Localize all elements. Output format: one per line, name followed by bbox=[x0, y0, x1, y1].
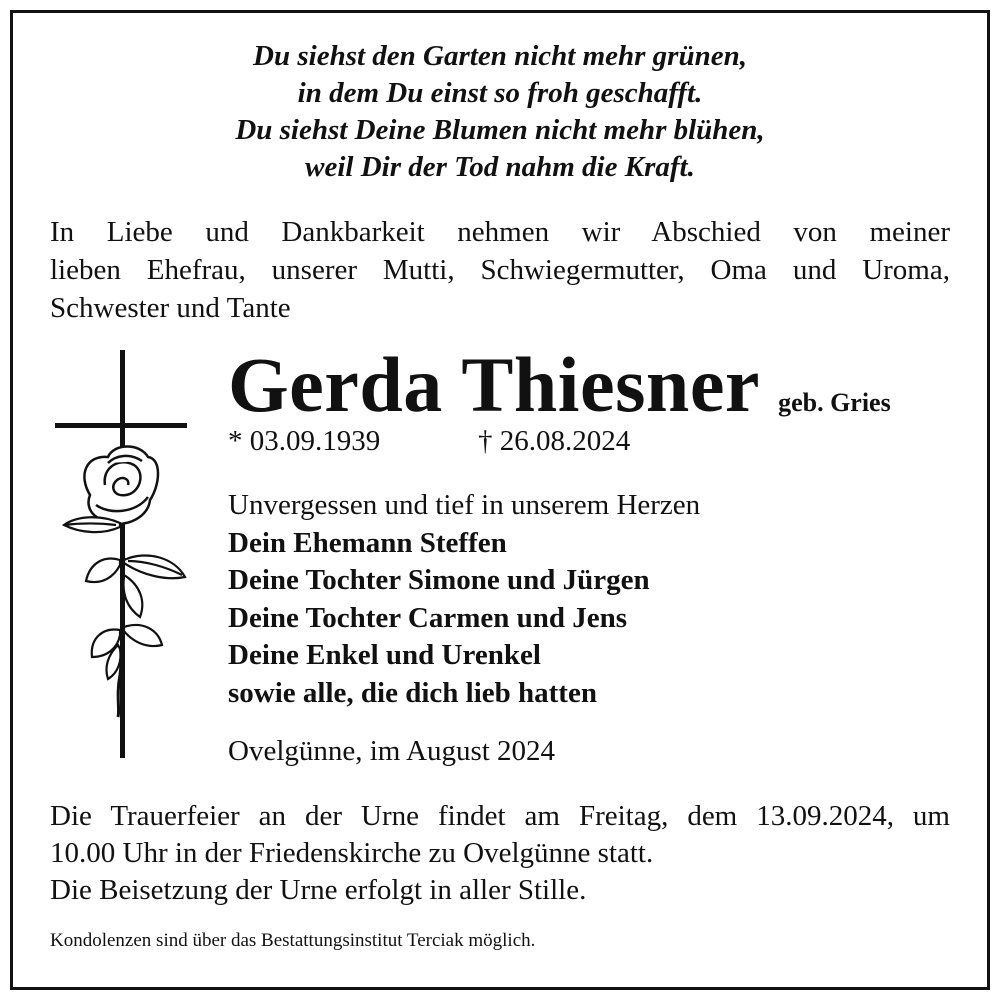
place-and-date: Ovelgünne, im August 2024 bbox=[228, 735, 556, 767]
death-date: † 26.08.2024 bbox=[478, 425, 631, 457]
mourners-intro: Unvergessen und tief in unserem Herzen bbox=[228, 489, 701, 521]
farewell-intro bbox=[50, 213, 950, 327]
mourner-line: Dein Ehemann Steffen bbox=[228, 526, 507, 559]
poem-line: weil Dir der Tod nahm die Kraft. bbox=[305, 151, 695, 183]
mourner-line: Deine Enkel und Urenkel bbox=[228, 639, 541, 671]
ceremony-line: 10.00 Uhr in der Friedenskirche zu Ovelgünne statt. bbox=[50, 837, 654, 869]
ceremony-line: Die Beisetzung der Urne erfolgt in aller Stille. bbox=[50, 874, 587, 906]
mourners-list bbox=[228, 487, 700, 712]
ceremony-info bbox=[50, 798, 950, 909]
ceremony-line: Die Trauerfeier an der Urne findet am Freitag, dem 13.09.2024, um bbox=[50, 800, 950, 832]
condolence-note: Kondolenzen sind über das Bestattungsinstitut Terciak möglich. bbox=[50, 930, 536, 951]
intro-line: Schwester und Tante bbox=[50, 292, 291, 324]
maiden-name: geb. Gries bbox=[778, 388, 891, 417]
intro-line: lieben Ehefrau, unserer Mutti, Schwiegermutter, Oma und Uroma, bbox=[50, 254, 950, 286]
cross-with-rose-icon bbox=[50, 345, 195, 765]
intro-line: In Liebe und Dankbarkeit nehmen wir Abschied von meiner bbox=[50, 216, 950, 248]
poem-line: Du siehst Deine Blumen nicht mehr blühen, bbox=[235, 114, 765, 146]
deceased-name-row bbox=[228, 340, 891, 430]
memorial-poem bbox=[0, 38, 1000, 186]
mourner-line: Deine Tochter Simone und Jürgen bbox=[228, 564, 650, 596]
mourner-line: sowie alle, die dich lieb hatten bbox=[228, 676, 597, 709]
mourner-line: Deine Tochter Carmen und Jens bbox=[228, 601, 628, 634]
birth-date: * 03.09.1939 bbox=[228, 425, 381, 457]
poem-line: Du siehst den Garten nicht mehr grünen, bbox=[253, 40, 747, 72]
poem-line: in dem Du einst so froh geschafft. bbox=[297, 77, 703, 109]
deceased-name: Gerda Thiesner bbox=[228, 341, 761, 428]
